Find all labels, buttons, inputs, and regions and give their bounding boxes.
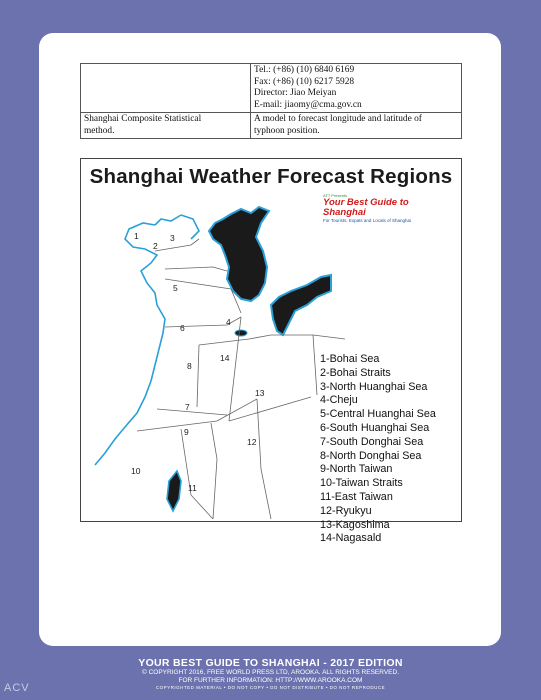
table-cell — [81, 113, 251, 139]
legend-item: 14-Nagasald — [320, 532, 382, 545]
region-number: 13 — [255, 388, 265, 398]
legend-item: 7-South Donghai Sea — [320, 435, 424, 448]
legend-item: 5-Central Huanghai Sea — [320, 408, 436, 421]
region-number: 5 — [173, 283, 178, 293]
tel-text: Tel.: (+86) (10) 6840 6169 — [254, 65, 355, 75]
legend-item: 13-Kagoshima — [320, 518, 390, 531]
contact-table — [80, 63, 462, 139]
method-name-text: Shanghai Composite Statistical — [84, 114, 202, 124]
region-number: 2 — [153, 241, 158, 251]
table-cell — [81, 64, 251, 113]
method-desc-text: A model to forecast longitude and latitude of — [254, 114, 422, 124]
legend-item: 12-Ryukyu — [320, 504, 372, 517]
director-text: Director: Jiao Meiyan — [254, 88, 337, 98]
table-row — [81, 113, 462, 139]
legend-item: 9-North Taiwan — [320, 463, 393, 476]
promo-logo — [323, 193, 453, 223]
page-footer — [0, 657, 541, 690]
taiwan-landmass — [167, 471, 181, 511]
table-cell — [251, 113, 462, 139]
fax-text: Fax: (+86) (10) 6217 5928 — [254, 76, 355, 87]
watermark-text: ACV — [4, 682, 30, 694]
cheju-island — [235, 330, 247, 336]
document-page — [39, 33, 501, 646]
table-row — [81, 64, 462, 113]
legend-item: 6-South Huanghai Sea — [320, 421, 430, 434]
footer-info-link: FOR FURTHER INFORMATION: HTTP://WWW.AROOKA.COM — [178, 677, 363, 684]
forecast-regions-map — [80, 158, 462, 545]
region-number: 12 — [247, 437, 257, 447]
map-legend — [320, 353, 436, 546]
japan-landmass — [271, 275, 331, 335]
region-number: 8 — [187, 361, 192, 371]
region-number: 4 — [226, 317, 231, 327]
promo-presents: ATT Presents — [323, 193, 348, 198]
legend-item: 3-North Huanghai Sea — [320, 380, 428, 393]
method-name-text: method. — [84, 125, 115, 136]
region-number: 9 — [184, 427, 189, 437]
legend-item: 4-Cheju — [320, 394, 358, 407]
region-number: 3 — [170, 233, 175, 243]
region-number: 14 — [220, 353, 230, 363]
footer-edition: YOUR BEST GUIDE TO SHANGHAI - 2017 EDITION — [138, 657, 403, 669]
email-text: E-mail: jiaomy@cma.gov.cn — [254, 99, 362, 110]
region-number: 10 — [131, 466, 141, 476]
legend-item: 1-Bohai Sea — [320, 353, 380, 365]
promo-subtitle: For Tourists, Expats and Locals of Shanghai — [323, 218, 411, 223]
promo-guide-title: Your Best Guide to Shanghai — [323, 197, 409, 218]
legend-item: 11-East Taiwan — [320, 490, 393, 503]
footer-notice: COPYRIGHTED MATERIAL • DO NOT COPY • DO NOT DISTRIBUTE • DO NOT REPRODUCE — [155, 685, 386, 690]
region-number: 1 — [134, 231, 139, 241]
region-number: 6 — [180, 323, 185, 333]
table-cell — [251, 64, 462, 113]
legend-item: 8-North Donghai Sea — [320, 449, 422, 462]
region-number: 11 — [188, 483, 197, 493]
region-number: 7 — [185, 402, 190, 412]
legend-item: 2-Bohai Straits — [320, 366, 391, 379]
footer-copyright: © COPYRIGHT 2016, FREE WORLD PRESS LTD, AROOKA. ALL RIGHTS RESERVED. — [141, 669, 400, 676]
map-title: Shanghai Weather Forecast Regions — [89, 165, 453, 188]
method-desc-text: typhoon position. — [254, 125, 320, 136]
legend-item: 10-Taiwan Straits — [320, 477, 403, 490]
bohai-coastline — [155, 215, 199, 239]
